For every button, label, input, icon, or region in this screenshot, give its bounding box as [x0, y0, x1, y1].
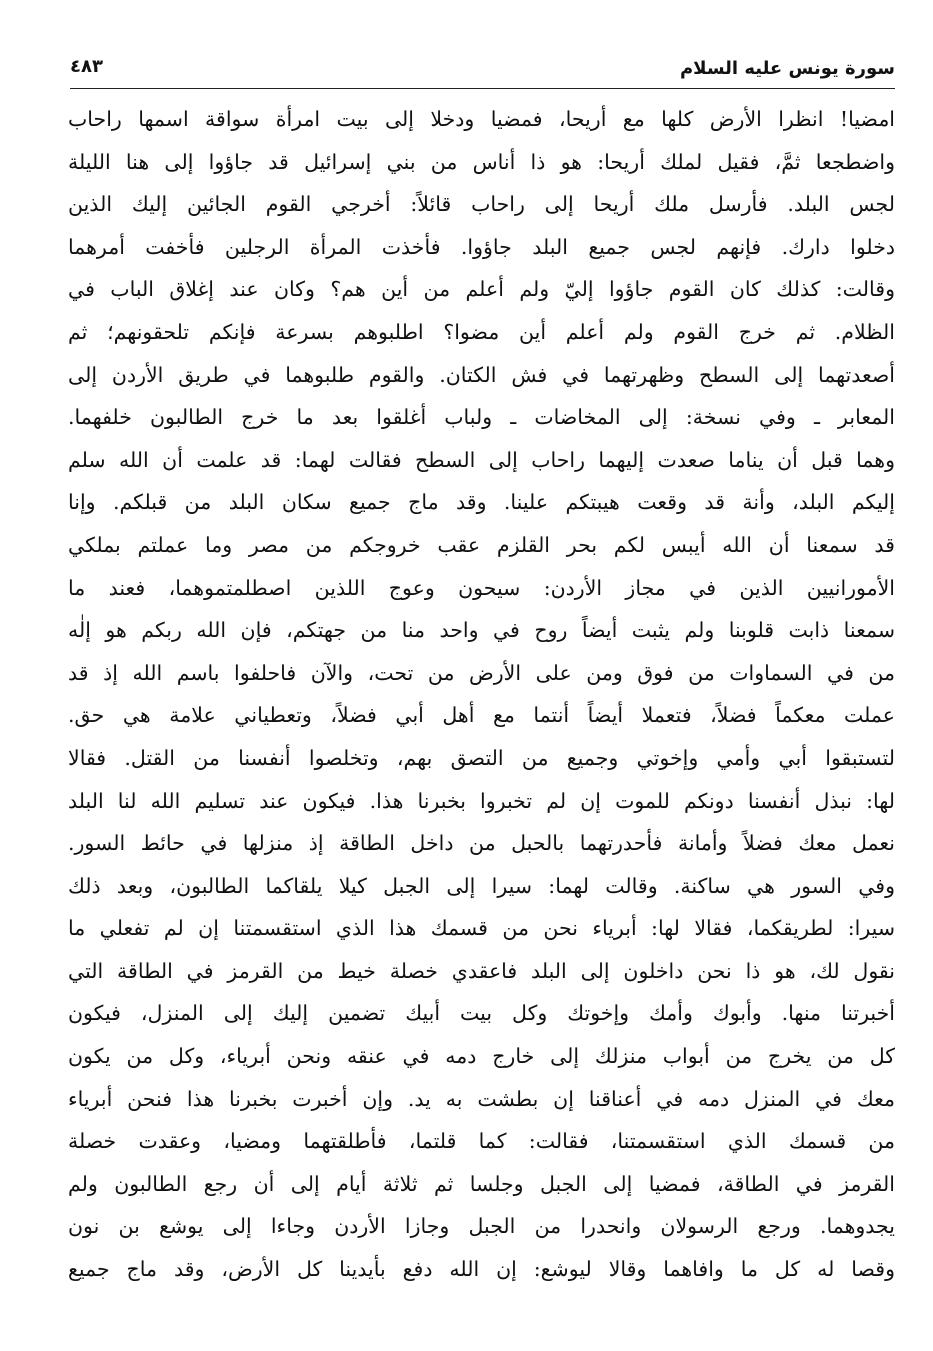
- body-text: [68, 98, 895, 1291]
- running-title: سورة يونس عليه السلام: [679, 58, 895, 79]
- text-line: المعابر ـ وفي نسخة: إلى المخاضات ـ ولباب أغلقوا بعد ما خرج الطالبون خلفهما.: [68, 405, 895, 430]
- text-line: دخلوا دارك. فإنهم لجس جميع البلد جاؤوا. فأخذت المرأة الرجلين فأخفت أمرهما: [68, 234, 895, 259]
- text-line: واضطجعا ثمَّ، فقيل لملك أريحا: هو ذا أناس من بني إسرائيل قد جاؤوا إلى هنا الليلة: [68, 149, 895, 174]
- text-line: وفي السور هي ساكنة. وقالت لهما: سيرا إلى الجبل كيلا يلقاكما الطالبون، وبعد ذلك: [68, 873, 895, 898]
- text-line: يجدوهما. ورجع الرسولان وانحدرا من الجبل وجازا الأردن وجاءا إلى يوشع بن نون: [68, 1214, 895, 1239]
- text-line: الأمورانيين الذين في مجاز الأردن: سيحون وعوج اللذين اصطلمتموهما، فعند ما: [68, 575, 895, 600]
- text-line: وهما قبل أن يناما صعدت إليهما راحاب إلى السطح فقالت لهما: قد علمت أن الله سلم: [68, 447, 895, 472]
- text-line: أصعدتهما إلى السطح وظهرتهما في فش الكتان. والقوم طلبوهما في طريق الأردن إلى: [68, 362, 895, 387]
- text-line: كل من يخرج من أبواب منزلك إلى خارج دمه في عنقه ونحن أبرياء، وكل من يكون: [68, 1044, 895, 1069]
- text-line: عملت معكماً فضلاً، فتعملا أيضاً أنتما مع أهل أبي فضلاً، وتعطياني علامة هي حق.: [68, 703, 895, 728]
- text-line: من في السماوات من فوق ومن على الأرض من تحت، والآن فاحلفوا باسم الله إذ قد: [68, 660, 895, 685]
- page-header: [70, 56, 895, 89]
- text-line: قد سمعنا أن الله أيبس لكم بحر القلزم عقب خروجكم من مصر وما عملتم بملكي: [68, 532, 895, 557]
- text-line: لها: نبذل أنفسنا دونكم للموت إن لم تخبروا بخبرنا هذا. فيكون عند تسليم الله لنا البلد: [68, 788, 895, 813]
- text-line: سمعنا ذابت قلوبنا ولم يثبت أيضاً روح في واحد منا من جهتكم، فإن الله ربكم هو إلٰه: [68, 618, 895, 643]
- text-line: امضيا! انظرا الأرض كلها مع أريحا، فمضيا ودخلا إلى بيت امرأة سواقة اسمها راحاب: [68, 107, 895, 131]
- text-line: أخبرتنا منها. وأبوك وأمك وإخوتك وكل بيت أبيك تضمين إليك إلى المنزل، فيكون: [68, 1001, 895, 1026]
- text-line: لجس البلد. فأرسل ملك أريحا إلى راحاب قائلاً: أخرجي القوم الجائين إليك الذين: [68, 192, 895, 217]
- text-line: لتستبقوا أبي وأمي وإخوتي وجميع من التصق بهم، وتخلصوا أنفسنا من القتل. فقالا: [68, 745, 895, 770]
- text-line: الظلام. ثم خرج القوم ولم أعلم أين مضوا؟ اطلبوهم بسرعة فإنكم تلحقونهم؛ ثم: [68, 319, 895, 344]
- text-line: إليكم البلد، وأنة قد وقعت هيبتكم علينا. وقد ماج جميع سكان البلد من قبلكم. وإنا: [68, 490, 895, 515]
- text-line: من قسمك الذي استقسمتنا، فقالت: كما قلتما، فأطلقتهما ومضيا، وعقدت خصلة: [68, 1129, 895, 1154]
- text-line: سيرا: لطريقكما، فقالا لها: أبرياء نحن من قسمك هذا الذي استقسمتنا إن لم تفعلي ما: [68, 916, 895, 941]
- text-line: معك في المنزل دمه في أعناقنا إن بطشت به يد. وإن أخبرت بخبرنا هذا فنحن أبرياء: [68, 1086, 895, 1111]
- text-line: وقالت: كذلك كان القوم جاؤوا إليّ ولم أعلم من أين هم؟ وكان عند إغلاق الباب في: [68, 277, 895, 302]
- text-line: نعمل معك فضلاً وأمانة فأحدرتهما بالحبل من داخل الطاقة إذ منزلها في حائط السور.: [68, 831, 895, 856]
- text-line: القرمز في الطاقة، فمضيا إلى الجبل وجلسا ثم ثلاثة أيام إلى أن رجع الطالبون ولم: [68, 1171, 895, 1196]
- page-number: ٤٨٣: [70, 56, 103, 77]
- text-line: نقول لك، هو ذا نحن داخلون إلى البلد فاعقدي خصلة خيط من القرمز في الطاقة التي: [68, 958, 895, 983]
- text-line: وقصا له كل ما وافاهما وقالا ليوشع: إن الله دفع بأيدينا كل الأرض، وقد ماج جميع: [68, 1257, 895, 1282]
